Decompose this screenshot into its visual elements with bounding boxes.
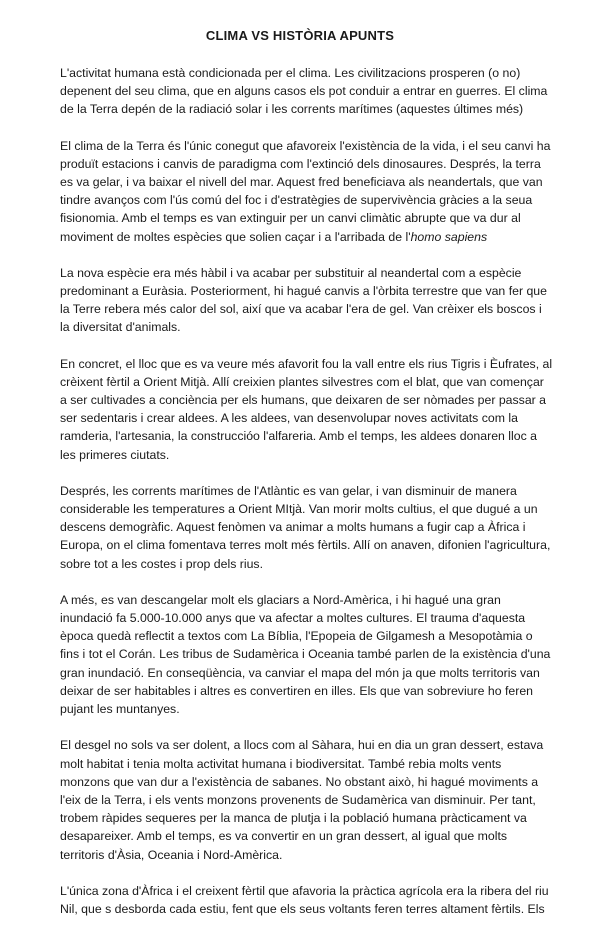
text-line: època quedà reflectit a textos com La Bíblia, l'Epopeia de Gilgamesh a Mesopotàmia o: [60, 629, 533, 644]
text-line: tindre avanços com l'ús comú del foc i d'estratègies de supervivència gràcies a la seua: [60, 193, 533, 208]
text-line: L'única zona d'Àfrica i el creixent fèrtil que afavoria la pràctica agrícola era la ribera del riu: [60, 883, 549, 898]
text-line: Nil, que s desborda cada estiu, fent que els seus voltants feren terres altament fèrtils. Els: [60, 901, 545, 916]
text-line: Després, les corrents marítimes de l'Atlàntic es van gelar, i van disminuir de manera: [60, 483, 517, 498]
text-line: fins i tot el Corán. Les tribus de Sudamèrica i Oceania també parlen de la existència d'una: [60, 647, 551, 662]
text-line: territoris d'Àsia, Oceania i Nord-Amèrica.: [60, 847, 283, 862]
text-line: ser sedentaris i crear aldees. A les aldees, van desenvolupar noves activitats com la: [60, 411, 518, 426]
paragraph: [60, 355, 553, 464]
text-line: L'activitat humana està condicionada per el clima. Les civilitzacions prosperen (o no): [60, 66, 521, 80]
text-line: El clima de la Terra és l'únic conegut que afavoreix l'existència de la vida, i el seu canvi ha: [60, 138, 551, 153]
text-line: monzons que van dur a l'existència de sabanes. No obstant això, hi hagué moviments a: [60, 774, 539, 789]
text-line: ramderia, l'artesania, la construccióo l'alfareria. Amb el temps, les aldees donaren lloc a: [60, 429, 537, 444]
text-line: sobre tot a les costes i prop dels rius.: [60, 556, 263, 571]
text-line: depenent del seu clima, que en alguns casos els pot conduir a entrar en guerres. El clima: [60, 84, 548, 99]
text-line: considerable les temperatures a Orient MItjà. Van morir molts cultius, el que dugué a un: [60, 502, 538, 517]
text-line: l'eix de la Terra, i els vents monzons provenents de Sudamèrica van disminuir. Per tant,: [60, 792, 536, 807]
text-line: trobem ràpides sequeres per la manca de plutja i la població humana pràcticament va: [60, 811, 527, 826]
text-line: A més, es van descangelar molt els glaciars a Nord-Amèrica, i hi hagué una gran: [60, 592, 501, 607]
paragraph: [60, 482, 551, 573]
text-line: crèixent fèrtil a Orient Mitjà. Allí creixien plantes silvestres com el blat, que van començar: [60, 374, 544, 389]
paragraph: [60, 591, 551, 718]
text-line: En concret, el lloc que es va veure més afavorit fou la vall entre els rius Tigris i Èufrates, al: [60, 356, 553, 371]
document-body: [60, 64, 553, 936]
text-line: desapareixer. Amb el temps, es va convertir en un gran dessert, al igual que molts: [60, 829, 508, 844]
text-line: es va gelar, i va baixar el nivell del mar. Aquest fred beneficiava als neandertals, que van: [60, 175, 543, 190]
text-line: La nova espècie era més hàbil i va acabar per substituir al neandertal com a espècie: [60, 265, 522, 280]
text-line: la Terre rebera més calor del sol, així que va acabar l'era de gel. Van crèixer els boscos i: [60, 302, 542, 317]
text-line: predominant a Euràsia. Posteriorment, hi hagué canvis a l'òrbita terrestre que van fer que: [60, 284, 547, 299]
text-line: de la Terra depén de la radiació solar i les corrents marítimes (aquestes últimes més): [60, 102, 524, 117]
paragraph: [60, 736, 546, 863]
text-line: descens demogràfic. Aquest fenòmen va animar a molts humans a fugir cap a Àfrica i: [60, 520, 526, 535]
text-line: pujant les muntanyes.: [60, 702, 180, 717]
document-title: CLIMA VS HISTÒRIA APUNTS: [205, 28, 395, 43]
text-line: gran inundació. En conseqüència, va canviar el mapa del món ja que molts territoris van: [60, 665, 540, 680]
text-line: produït estacions i canvis de paradigma com l'extinció dels dinosaures. Després, la terra: [60, 156, 541, 171]
text-line: a ser cultivades a conciència per els humans, que deixaren de ser nòmades per passar a: [60, 393, 547, 408]
emphasis-text: homo sapiens: [410, 229, 488, 244]
text-line: la diversitat d'animals.: [60, 320, 181, 335]
paragraph: [60, 882, 549, 918]
text-line: [60, 228, 546, 246]
text-line: Europa, on el clima fomentava terres molt més fèrtils. Allí on anaven, difonien l'agricultura,: [60, 538, 551, 553]
text-line: El desgel no sols va ser dolent, a llocs com al Sàhara, hui en dia un gran dessert, estava: [60, 738, 544, 753]
text-line: deixar de ser habitables i altres es convertiren en illes. Els que van sobreviure ho feren: [60, 683, 534, 698]
text-line: molt habitat i tenia molta activitat humana i biodiversitat. També rebia molts vents: [60, 756, 502, 771]
text-line: fisionomia. Amb el temps es van extinguir per un canvi climàtic abrupte que va dur al: [60, 211, 521, 226]
paragraph: [60, 264, 546, 337]
paragraph: [60, 137, 551, 246]
text-run: moviment de moltes espècies que solien caçar i a l'arribada de l': [60, 229, 411, 244]
paragraph: [60, 64, 546, 119]
text-line: inundació fa 5.000-10.000 anys que va afectar a moltes cultures. El trauma d'aquesta: [60, 611, 526, 626]
text-line: les primeres ciutats.: [60, 447, 170, 462]
